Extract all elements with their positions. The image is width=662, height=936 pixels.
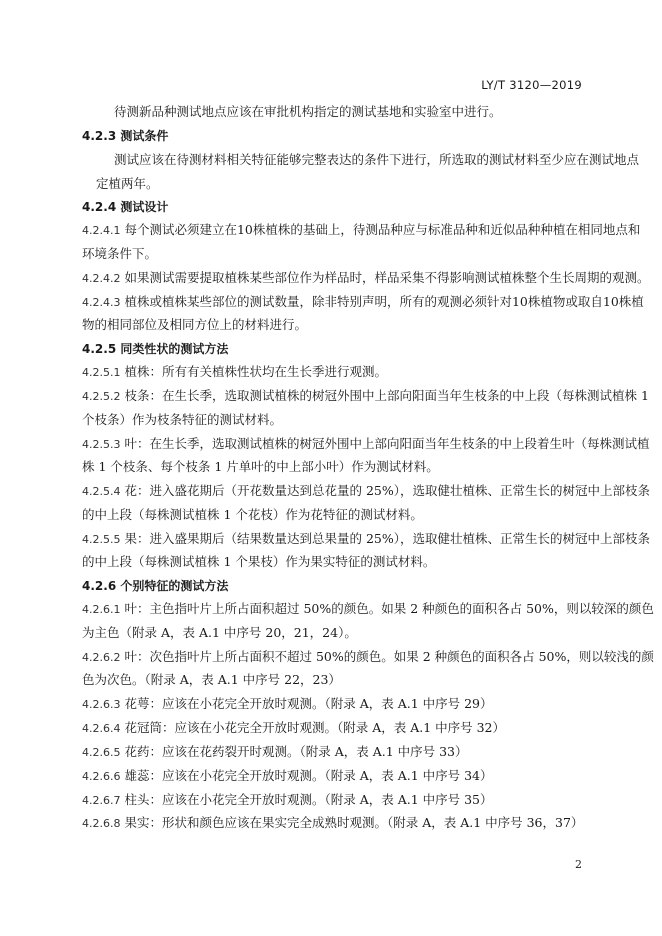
paragraph-line: 为主色（附录 A，表 A.1 中序号 20，21，24）。 [82, 625, 357, 640]
clause-4-2-5-5: 4.2.5.5 果：进入盛果期后（结果数量达到总果量的 25%），选取健壮植株、正常生长的树冠中上部枝条 [82, 531, 650, 546]
section-heading-4-2-4: 4.2.4 测试设计 [82, 200, 169, 214]
paragraph-line: 环境条件下。 [82, 246, 158, 261]
paragraph-line: 个枝条）作为枝条特征的测试材料。 [82, 412, 283, 427]
section-heading-4-2-3: 4.2.3 测试条件 [82, 129, 169, 143]
clause-4-2-5-2: 4.2.5.2 枝条：在生长季，选取测试植株的树冠外围中上部向阳面当年生枝条的中上段（每株测试植株 1 [82, 388, 649, 403]
clause-4-2-5-1: 4.2.5.1 植株：所有有关植株性状均在生长季进行观测。 [82, 364, 387, 379]
clause-4-2-6-8: 4.2.6.8 果实：形状和颜色应该在果实完全成熟时观测。（附录 A，表 A.1 中序号 36，37） [82, 815, 584, 830]
standard-code: LY/T 3120—2019 [481, 78, 582, 92]
clause-4-2-5-4: 4.2.5.4 花：进入盛花期后（开花数量达到总花量的 25%），选取健壮植株、正常生长的树冠中上部枝条 [82, 483, 650, 498]
paragraph-line: 定植两年。 [96, 176, 159, 191]
clause-4-2-4-2: 4.2.4.2 如果测试需要提取植株某些部位作为样品时，样品采集不得影响测试植株整个生长周期的观测。 [82, 270, 650, 285]
section-heading-4-2-6: 4.2.6 个别特征的测试方法 [82, 579, 229, 593]
clause-4-2-5-3: 4.2.5.3 叶：在生长季，选取测试植株的树冠外围中上部向阳面当年生枝条的中上段着生叶（每株测试植 [82, 436, 650, 451]
clause-4-2-6-4: 4.2.6.4 花冠筒：应该在小花完全开放时观测。（附录 A，表 A.1 中序号 32） [82, 720, 505, 735]
paragraph-line: 的中上段（每株测试植株 1 个花枝）作为花特征的测试材料。 [82, 507, 423, 522]
paragraph-line: 物的相同部位及相同方位上的材料进行。 [82, 317, 308, 332]
clause-4-2-4-1: 4.2.4.1 每个测试必须建立在10株植株的基础上，待测品种应与标准品种和近似品种种植在相同地点和 [82, 222, 641, 237]
page-number: 2 [575, 858, 582, 871]
paragraph-line: 测试应该在待测材料相关特征能够完整表达的条件下进行，所选取的测试材料至少应在测试地点 [114, 152, 640, 167]
clause-4-2-6-3: 4.2.6.3 花萼：应该在小花完全开放时观测。（附录 A，表 A.1 中序号 29） [82, 696, 493, 711]
clause-4-2-6-5: 4.2.6.5 花药：应该在花药裂开时观测。（附录 A，表 A.1 中序号 33） [82, 744, 468, 759]
clause-4-2-4-3: 4.2.4.3 植株或植株某些部位的测试数量，除非特别声明，所有的观测必须针对10株植物或取自10株植 [82, 294, 644, 309]
clause-4-2-6-6: 4.2.6.6 雄蕊：应该在小花完全开放时观测。（附录 A，表 A.1 中序号 34） [82, 768, 493, 783]
paragraph-line: 的中上段（每株测试植株 1 个果枝）作为果实特征的测试材料。 [82, 554, 436, 569]
section-heading-4-2-5: 4.2.5 同类性状的测试方法 [82, 342, 229, 356]
clause-4-2-6-1: 4.2.6.1 叶：主色指叶片上所占面积超过 50%的颜色。如果 2 种颜色的面积各占 50%，则以较深的颜色 [82, 601, 654, 616]
paragraph-line: 色为次色。（附录 A，表 A.1 中序号 22，23） [82, 672, 341, 687]
clause-4-2-6-2: 4.2.6.2 叶：次色指叶片上所占面积不超过 50%的颜色。如果 2 种颜色的面积各占 50%，则以较浅的颜 [82, 649, 654, 664]
clause-4-2-6-7: 4.2.6.7 柱头：应该在小花完全开放时观测。（附录 A，表 A.1 中序号 35） [82, 792, 493, 807]
paragraph-line: 株 1 个枝条、每个枝条 1 片单叶的中上部小叶）作为测试材料。 [82, 459, 439, 474]
paragraph-line: 待测新品种测试地点应该在审批机构指定的测试基地和实验室中进行。 [114, 104, 502, 119]
